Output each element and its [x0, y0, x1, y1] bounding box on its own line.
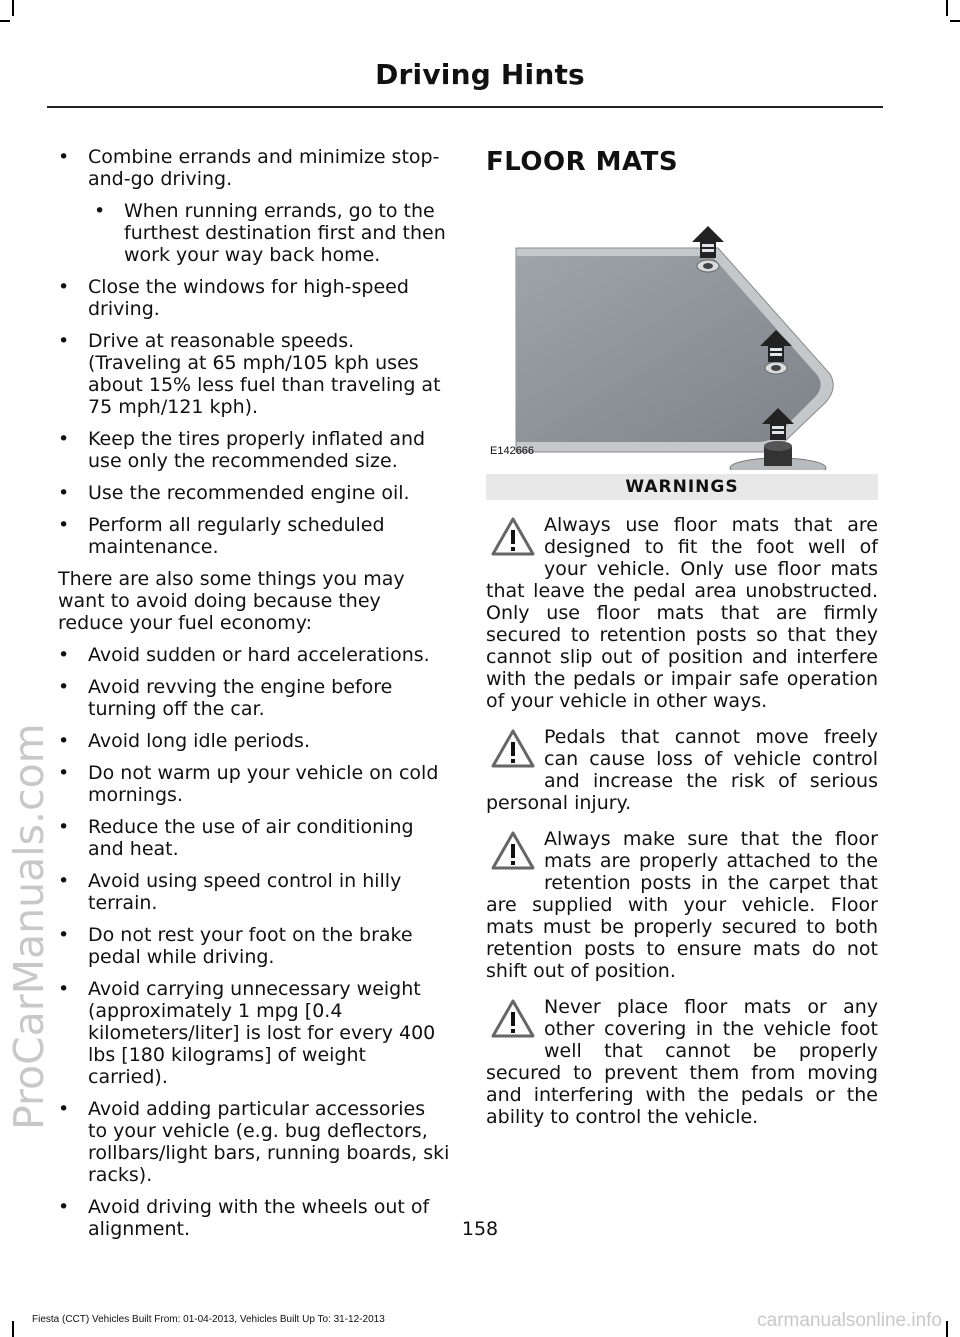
warning-text: Always make sure that the floor mats are properly attached to the retention posts in the carpet that are supplied with your vehicle. Floor mats must be properly secured to both retention posts to ensure mats do not shift out of position.	[486, 828, 878, 982]
page-number: 158	[461, 1218, 499, 1240]
list-item: • Avoid adding particular accessories to your vehicle (e.g. bug deflectors, rollbars/light bars, running boards, ski racks).	[58, 1098, 450, 1186]
warning-triangle-icon	[490, 998, 536, 1040]
list-item: • Do not rest your foot on the brake pedal while driving.	[58, 924, 450, 968]
list-item: • Combine errands and minimize stop-and-go driving.	[58, 146, 450, 190]
warning-text: Never place floor mats or any other covering in the vehicle foot well that cannot be properly secured to prevent them from moving and interfering with the pedals or the ability to control the vehicle.	[486, 996, 878, 1128]
warning-text: Always use floor mats that are designed to fit the foot well of your vehicle. Only use floor mats that leave the pedal area unobstructed. Only use floor mats that are firmly secured to retention posts so that they cannot slip out of position and interfere with the pedals or impair safe operation of your vehicle in other ways.	[486, 514, 878, 712]
list-item: • Drive at reasonable speeds. (Traveling at 65 mph/105 kph uses about 15% less fuel than traveling at 75 mph/121 kph).	[58, 330, 450, 418]
list-item: • Use the recommended engine oil.	[58, 482, 450, 504]
list-item: • Avoid revving the engine before turning off the car.	[58, 676, 450, 720]
list-item: • Perform all regularly scheduled maintenance.	[58, 514, 450, 558]
list-item: • Close the windows for high-speed driving.	[58, 276, 450, 320]
list-item: • Avoid driving with the wheels out of alignment.	[58, 1196, 450, 1240]
warning-triangle-icon	[490, 728, 536, 770]
list-item: • Avoid using speed control in hilly terrain.	[58, 870, 450, 914]
crop-mark	[0, 20, 10, 22]
warnings-heading: WARNINGS	[486, 474, 878, 500]
vehicle-info: Fiesta (CCT) Vehicles Built From: 01-04-2013, Vehicles Built Up To: 31-12-2013	[32, 1314, 385, 1325]
list-item: • Avoid sudden or hard accelerations.	[58, 644, 450, 666]
floor-mat-icon	[486, 190, 878, 470]
crop-mark	[946, 1321, 948, 1337]
list-subitem: • When running errands, go to the furthest destination first and then work your way back home.	[58, 200, 450, 266]
left-column	[58, 146, 450, 1250]
header-divider	[47, 106, 883, 108]
site-watermark: carmanualsonline.info	[757, 1310, 942, 1331]
warning-block	[486, 726, 878, 814]
crop-mark	[950, 20, 960, 22]
watermark: ProCarManuals.com	[5, 723, 53, 1130]
list-item: • Reduce the use of air conditioning and heat.	[58, 816, 450, 860]
body-paragraph: There are also some things you may want to avoid doing because they reduce your fuel economy:	[58, 568, 405, 634]
warning-block	[486, 514, 878, 712]
page-title: Driving Hints	[375, 58, 585, 91]
list-item: • Avoid carrying unnecessary weight (approximately 1 mpg [0.4 kilometers/liter] is lost for every 400 lbs [180 kilograms] of weight carried).	[58, 978, 450, 1088]
crop-mark	[12, 0, 14, 16]
avoid-list	[58, 644, 450, 1240]
crop-mark	[12, 1321, 14, 1337]
list-item: • Keep the tires properly inflated and use only the recommended size.	[58, 428, 450, 472]
right-column	[486, 146, 878, 1128]
figure-label: E142666	[490, 445, 535, 457]
list-item: • Avoid long idle periods.	[58, 730, 450, 752]
floor-mat-illustration	[486, 190, 878, 470]
warning-block	[486, 996, 878, 1128]
list-item: • Do not warm up your vehicle on cold mornings.	[58, 762, 450, 806]
warning-triangle-icon	[490, 516, 536, 558]
crop-mark	[946, 0, 948, 16]
tips-list	[58, 146, 450, 558]
section-title: FLOOR MATS	[486, 147, 679, 177]
warning-block	[486, 828, 878, 982]
warning-text: Pedals that cannot move freely can cause loss of vehicle control and increase the risk of serious personal injury.	[486, 726, 878, 814]
warning-triangle-icon	[490, 830, 536, 872]
